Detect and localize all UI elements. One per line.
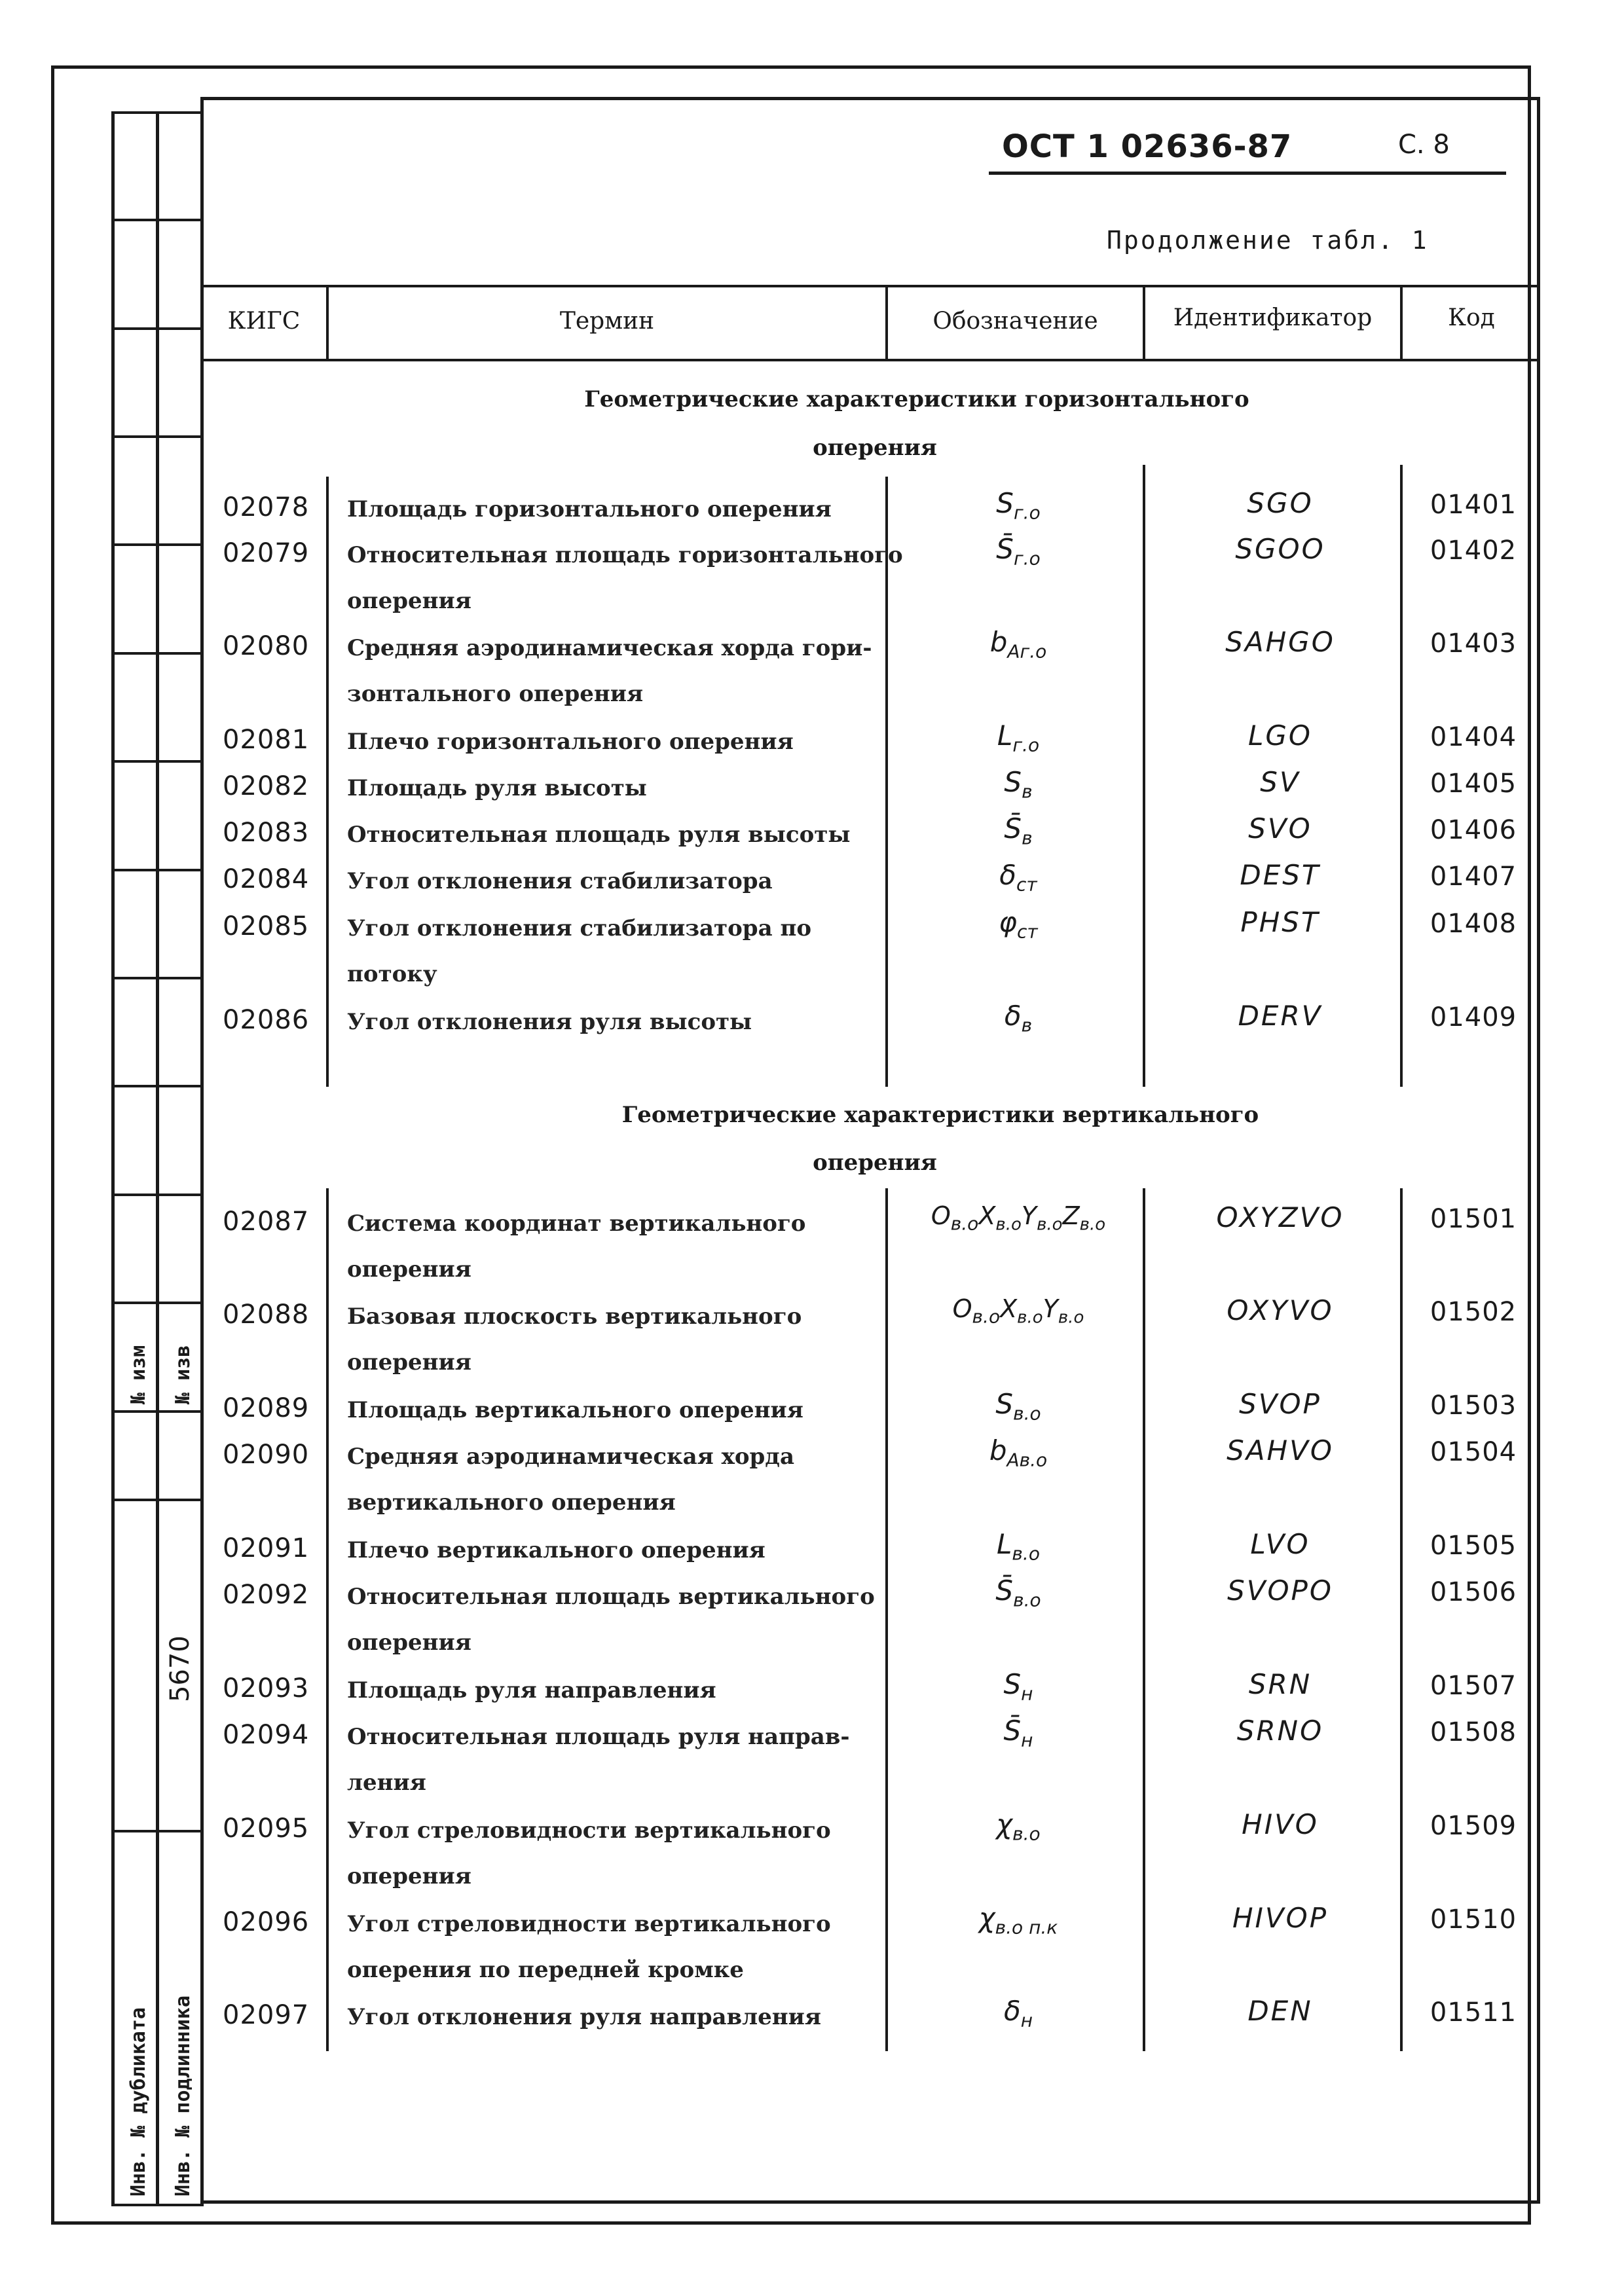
row-code: 01504 xyxy=(1430,1437,1517,1467)
row-kigs-02081: 02081 xyxy=(223,725,310,755)
row-symbol: $\varphi_{ст}$ xyxy=(999,906,1038,943)
row-symbol: $\chi_{в.о п.к}$ xyxy=(978,1902,1058,1939)
row-symbol: $\chi_{в.о}$ xyxy=(996,1808,1041,1845)
document-code: ОСТ 1 02636-87 xyxy=(1002,128,1293,165)
section-title-horizontal-2: оперения xyxy=(813,435,937,461)
row-identifier: SGO xyxy=(1247,487,1314,519)
row-code: 01505 xyxy=(1430,1531,1517,1561)
row-term-cont: оперения xyxy=(347,1630,471,1656)
row-kigs-02097: 02097 xyxy=(223,2000,310,2030)
row-symbol: $\delta_в$ xyxy=(1004,1000,1033,1036)
section-title-vertical: Геометрические характеристики вертикального xyxy=(621,1102,1259,1128)
row-term: Площадь горизонтального оперения xyxy=(347,496,832,522)
row-term: Относительная площадь горизонтального xyxy=(347,542,903,568)
row-identifier: OXYVO xyxy=(1227,1294,1334,1326)
row-term: Система координат вертикального xyxy=(347,1211,806,1237)
row-kigs-02078: 02078 xyxy=(223,492,310,522)
row-code: 01502 xyxy=(1430,1297,1517,1327)
row-code: 01402 xyxy=(1430,536,1517,566)
row-identifier: LGO xyxy=(1247,720,1312,752)
row-term: Относительная площадь руля направ- xyxy=(347,1724,850,1750)
row-term-cont: оперения по передней кромке xyxy=(347,1957,744,1983)
row-term: Угол стреловидности вертикального xyxy=(347,1817,831,1844)
row-symbol: $b_{Аг.о}$ xyxy=(989,626,1047,663)
row-identifier: DEST xyxy=(1240,859,1321,891)
row-kigs-02088: 02088 xyxy=(223,1300,310,1330)
row-kigs-02089: 02089 xyxy=(223,1393,310,1423)
row-identifier: SV xyxy=(1260,766,1301,798)
row-code: 01405 xyxy=(1430,769,1517,799)
row-term-cont: оперения xyxy=(347,588,471,614)
row-symbol: $S_{в.о}$ xyxy=(995,1388,1041,1425)
table-continuation-label: Продолжение табл. 1 xyxy=(1107,226,1429,255)
row-symbol: $b_{Ав.о}$ xyxy=(989,1434,1048,1471)
row-code: 01506 xyxy=(1430,1577,1517,1607)
col-header-kigs: КИГС xyxy=(227,308,301,335)
row-symbol: $S̄_в$ xyxy=(1004,812,1033,849)
row-identifier: SVOPO xyxy=(1227,1575,1333,1607)
row-identifier: HIVOP xyxy=(1232,1902,1329,1934)
section-title-vertical-2: оперения xyxy=(813,1150,937,1176)
row-term-cont: ления xyxy=(347,1770,426,1796)
row-symbol: $S̄_{г.о}$ xyxy=(996,533,1041,570)
table-top-rule xyxy=(200,285,1540,287)
row-identifier: SRNO xyxy=(1236,1715,1324,1747)
row-code: 01503 xyxy=(1430,1391,1517,1421)
row-kigs-02096: 02096 xyxy=(223,1907,310,1937)
row-identifier: SGOO xyxy=(1235,533,1325,565)
row-code: 01401 xyxy=(1430,490,1517,520)
row-identifier: HIVO xyxy=(1242,1808,1319,1840)
row-term-cont: вертикального оперения xyxy=(347,1489,676,1516)
row-kigs-02079: 02079 xyxy=(223,538,310,568)
row-kigs-02084: 02084 xyxy=(223,864,310,894)
row-symbol: $O_{в.о}X_{в.о}Y_{в.о}$ xyxy=(952,1294,1084,1328)
row-kigs-02086: 02086 xyxy=(223,1005,310,1035)
no-izv-label: № изв xyxy=(172,1345,194,1404)
row-symbol: $\delta_н$ xyxy=(1003,1995,1033,2032)
row-term: Угол стреловидности вертикального xyxy=(347,1911,831,1937)
row-term: Плечо вертикального оперения xyxy=(347,1537,766,1563)
row-symbol: $L_{в.о}$ xyxy=(997,1528,1040,1565)
row-symbol: $\delta_{ст}$ xyxy=(999,859,1037,896)
row-term: Угол отклонения стабилизатора xyxy=(347,868,773,894)
row-term: Относительная площадь вертикального xyxy=(347,1584,875,1610)
row-identifier: SVOP xyxy=(1239,1388,1321,1420)
row-code: 01403 xyxy=(1430,629,1517,659)
row-code: 01510 xyxy=(1430,1904,1517,1935)
table-header-rule xyxy=(200,359,1540,361)
row-identifier: LVO xyxy=(1250,1528,1310,1560)
col-header-term: Термин xyxy=(559,308,655,335)
row-identifier: SAHGO xyxy=(1225,626,1335,658)
row-symbol: $S_в$ xyxy=(1004,766,1033,803)
row-identifier: SVO xyxy=(1248,812,1312,845)
row-term-cont: оперения xyxy=(347,1256,471,1283)
row-kigs-02091: 02091 xyxy=(223,1533,310,1563)
row-term: Площадь вертикального оперения xyxy=(347,1397,803,1423)
row-term: Плечо горизонтального оперения xyxy=(347,729,794,755)
row-term: Угол отклонения руля направления xyxy=(347,2004,821,2030)
row-code: 01406 xyxy=(1430,815,1517,845)
row-code: 01508 xyxy=(1430,1717,1517,1747)
row-identifier: SAHVO xyxy=(1227,1434,1334,1467)
row-term-cont: зонтального оперения xyxy=(347,681,644,707)
col-header-code: Код xyxy=(1448,304,1495,331)
inv-duplicate-label: Инв. № дубликата xyxy=(127,2007,150,2196)
page-number: С. 8 xyxy=(1398,130,1450,160)
row-kigs-02094: 02094 xyxy=(223,1720,310,1750)
row-kigs-02080: 02080 xyxy=(223,631,310,661)
row-kigs-02095: 02095 xyxy=(223,1813,310,1844)
row-symbol: $S̄_н$ xyxy=(1003,1715,1033,1751)
row-identifier: DERV xyxy=(1238,1000,1323,1032)
row-code: 01409 xyxy=(1430,1002,1517,1032)
row-symbol: $L_{г.о}$ xyxy=(997,720,1040,756)
row-code: 01408 xyxy=(1430,909,1517,939)
col-header-identifier: Идентификатор xyxy=(1173,304,1373,331)
row-symbol: $O_{в.о}X_{в.о}Y_{в.о}Z_{в.о}$ xyxy=(931,1201,1106,1235)
inventory-number: 5670 xyxy=(165,1635,195,1702)
row-code: 01501 xyxy=(1430,1204,1517,1234)
row-identifier: PHST xyxy=(1240,906,1320,938)
no-izm-label: № изм xyxy=(127,1345,150,1404)
row-code: 01509 xyxy=(1430,1811,1517,1841)
row-term-cont: оперения xyxy=(347,1863,471,1889)
row-kigs-02090: 02090 xyxy=(223,1440,310,1470)
row-code: 01407 xyxy=(1430,862,1517,892)
inv-original-label: Инв. № подлинника xyxy=(172,1995,194,2196)
col-header-symbol: Обозначение xyxy=(932,308,1098,335)
row-identifier: OXYZVO xyxy=(1216,1201,1344,1233)
row-term: Средняя аэродинамическая хорда гори- xyxy=(347,635,872,661)
row-identifier: SRN xyxy=(1248,1668,1312,1700)
row-term: Угол отклонения стабилизатора по xyxy=(347,915,812,941)
row-symbol: $S_{г.о}$ xyxy=(996,487,1041,524)
row-kigs-02092: 02092 xyxy=(223,1580,310,1610)
row-term: Относительная площадь руля высоты xyxy=(347,822,851,848)
row-symbol: $S_н$ xyxy=(1003,1668,1033,1705)
row-term-cont: потоку xyxy=(347,961,437,987)
row-kigs-02087: 02087 xyxy=(223,1207,310,1237)
row-term: Угол отклонения руля высоты xyxy=(347,1009,752,1035)
row-symbol: $S̄_{в.о}$ xyxy=(995,1575,1041,1611)
row-term-cont: оперения xyxy=(347,1349,471,1376)
row-kigs-02093: 02093 xyxy=(223,1673,310,1704)
row-code: 01507 xyxy=(1430,1671,1517,1701)
header-underline xyxy=(989,172,1506,175)
row-term: Базовая плоскость вертикального xyxy=(347,1303,802,1330)
row-code: 01404 xyxy=(1430,722,1517,752)
row-identifier: DEN xyxy=(1247,1995,1313,2027)
row-code: 01511 xyxy=(1430,1997,1517,2028)
row-term: Площадь руля направления xyxy=(347,1677,716,1704)
row-kigs-02083: 02083 xyxy=(223,818,310,848)
row-term: Средняя аэродинамическая хорда xyxy=(347,1444,794,1470)
row-term: Площадь руля высоты xyxy=(347,775,647,801)
row-kigs-02082: 02082 xyxy=(223,771,310,801)
section-title-horizontal: Геометрические характеристики горизонтального xyxy=(584,386,1249,412)
row-kigs-02085: 02085 xyxy=(223,911,310,941)
